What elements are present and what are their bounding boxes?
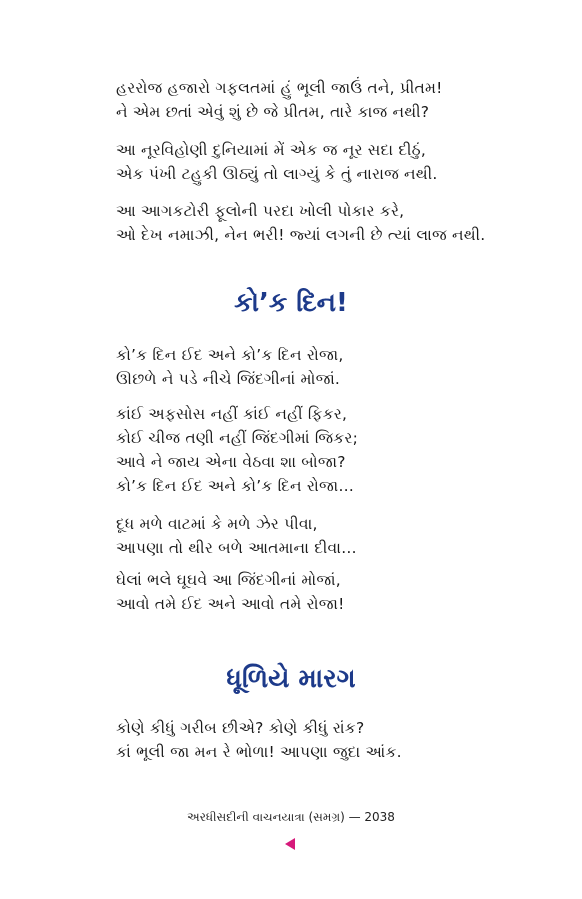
stanza-top-2 <box>116 138 542 186</box>
verse-line: આવે ને જાય એના વેઠવા શા બોજા? <box>116 453 346 471</box>
verse-line: હરરોજ હજારો ગફલતમાં હું ભૂલી જાઉં તને, પ્રીતમ! <box>116 79 443 97</box>
verse-line: કોણે કીધું ગરીબ છીએ? કોણે કીધું રાંક? <box>116 719 365 737</box>
verse-line: કોઈ ચીજ તણી નહીં જિંદગીમાં જિકર; <box>116 429 359 447</box>
verse-line: કો’ક દિન ઈદ અને કો’ક દિન રોજા… <box>116 477 355 495</box>
verse-line: કાં ભૂલી જા મન રે ભોળા! આપણા જુદા આંક. <box>116 743 402 761</box>
verse-line: આ નૂરવિહોણી દુનિયામાં મેં એક જ નૂર સદા દીઠું, <box>116 141 426 159</box>
verse-line: ને એમ છતાં એવું શું છે જે પ્રીતમ, તારે કાજ નથી? <box>116 103 430 121</box>
stanza-top-1 <box>116 76 542 124</box>
poem2-stanza-3 <box>116 512 542 560</box>
verse-line: ઘેલાં ભલે ઘૂઘવે આ જિંદગીનાં મોજાં, <box>116 571 341 589</box>
verse-line: આ આગકટોરી ફૂલોની પરદા ખોલી પોકાર કરે, <box>116 202 405 220</box>
poem-title-dhuliye-marag: ધૂળિયે મારગ <box>226 664 356 694</box>
verse-line: કાંઈ અફસોસ નહીં કાંઈ નહીં ફિકર, <box>116 405 348 423</box>
page-footer: અરધીસદીની વાચનયાત્રા (સમગ્ર) — 2038 <box>187 810 395 824</box>
poem2-stanza-2 <box>116 402 542 498</box>
previous-page-arrow-icon[interactable] <box>285 838 295 850</box>
verse-line: ઊછળે ને પડે નીચે જિંદગીનાં મોજાં. <box>116 370 341 388</box>
verse-line: દૂધ મળે વાટમાં કે મળે ઝેર પીવા, <box>116 515 318 533</box>
verse-line: આવો તમે ઈદ અને આવો તમે રોજા! <box>116 595 345 613</box>
poem2-stanza-4 <box>116 568 542 616</box>
verse-line: ઓ દેખ નમાઝી, નેન ભરી! જ્યાં લગની છે ત્યાં લાજ નથી. <box>116 226 486 244</box>
poem-title-kok-din: કો’ક દિન! <box>234 288 348 318</box>
verse-line: આપણા તો થીર બળે આતમાના દીવા… <box>116 539 357 557</box>
stanza-top-3 <box>116 199 542 247</box>
poem3-stanza-1 <box>116 716 542 764</box>
verse-line: એક પંખી ટહુકી ઊઠ્યું તો લાગ્યું કે તું નારાજ નથી. <box>116 165 438 183</box>
poem2-stanza-1 <box>116 343 542 391</box>
verse-line: કો’ક દિન ઈદ અને કો’ક દિન રોજા, <box>116 346 344 364</box>
